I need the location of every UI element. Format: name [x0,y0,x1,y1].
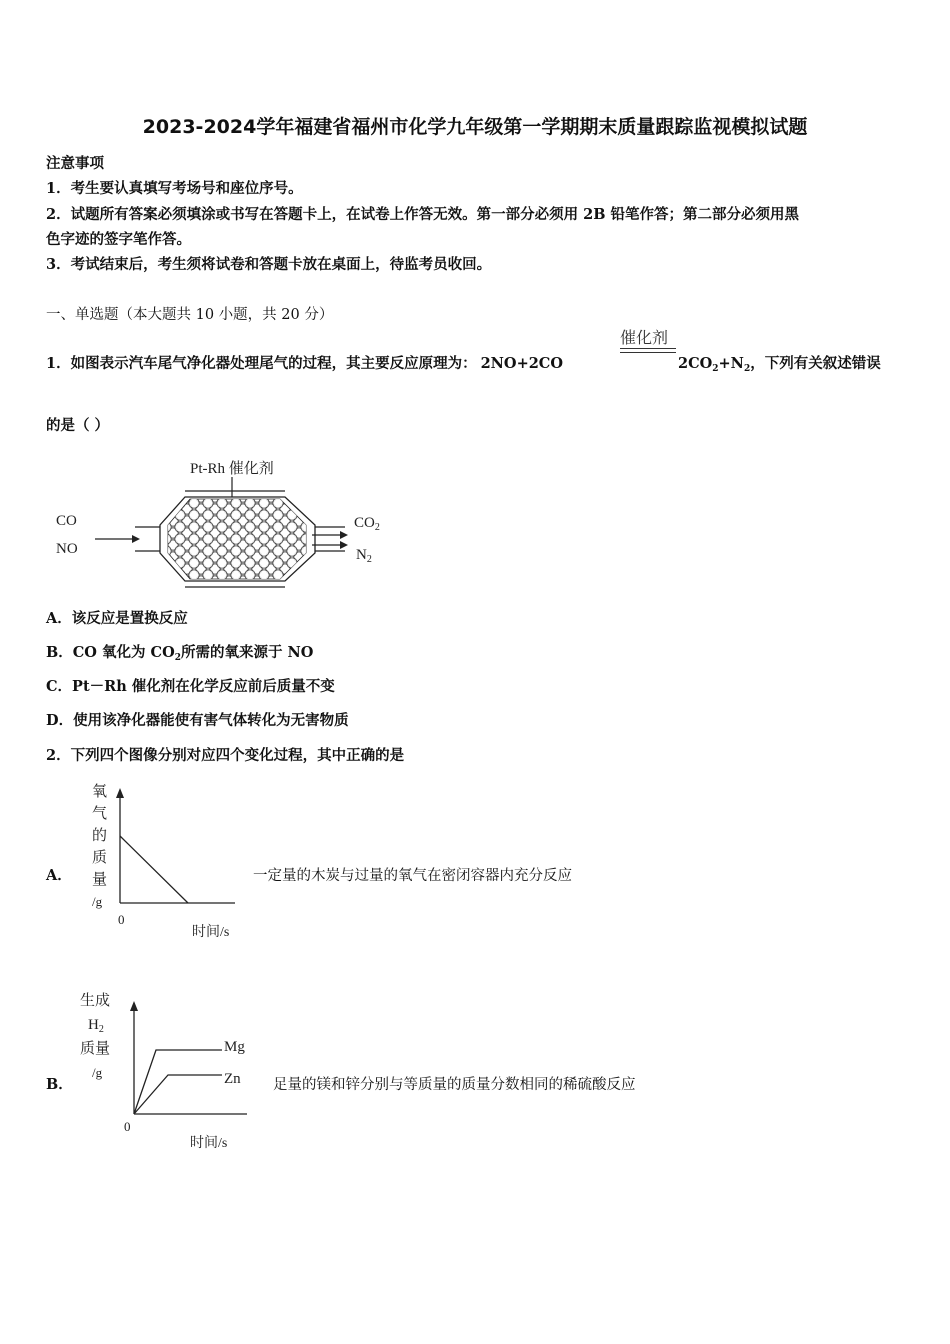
graph-a-y-arrowhead [116,788,124,798]
outlet-arrowhead-top [340,531,348,539]
q1-product-rest: +N [718,355,744,372]
q1-eq-line-bottom [620,352,676,353]
svg-text:/g: /g [92,1065,103,1080]
q1-product-n-sub: 2 [743,364,751,374]
q1-option-c: C．Pt－Rh 催化剂在化学反应前后质量不变 [46,678,335,695]
inlet-arrowhead [132,535,140,543]
q1-option-a: A．该反应是置换反应 [46,610,188,627]
svg-text:氧: 氧 [92,784,108,800]
q1-product-co-sub: 2 [712,364,719,374]
q1-products [678,352,881,374]
catalyst-label: Pt-Rh 催化剂 [190,461,274,477]
q1-text-after: ，下列有关叙述错误 [750,355,881,372]
svg-text:质量: 质量 [80,1041,111,1057]
catalytic-converter-diagram [40,455,400,595]
graph-b-xlabel: 时间/s [190,1136,228,1151]
q1-eq-line-top [620,348,676,349]
q2-graph-a [80,778,250,943]
notice-item-1: 1．考生要认真填写考场号和座位序号。 [46,180,303,197]
graph-b-origin: 0 [124,1119,131,1134]
graph-a-ylabel [92,783,107,909]
q2-option-a-desc: 一定量的木炭与过量的氧气在密闭容器内充分反应 [253,868,572,884]
q2-option-b-desc: 足量的镁和锌分别与等质量的质量分数相同的稀硫酸反应 [273,1077,636,1093]
outlet-label-co2: $CO_2$ [354,515,380,533]
svg-text:量: 量 [92,872,108,888]
q2-graph-b [72,985,272,1155]
svg-text:生成: 生成 [80,993,111,1009]
notice-item-2-cont: 色字迹的签字笔作答。 [46,231,191,248]
svg-text:/g: /g [92,894,103,909]
graph-a-origin: 0 [118,912,125,927]
q2-option-a-letter: A． [46,867,72,884]
inlet-label-no: NO [56,541,78,557]
q1-option-b-sub: 2 [174,653,181,663]
svg-text:的: 的 [92,828,108,844]
notice-item-2: 2．试题所有答案必须填涂或书写在答题卡上，在试卷上作答无效。第一部分必须用 2B 铅笔作答；第二部分必须用黑 [46,206,800,223]
section-heading: 一、单选题（本大题共 10 小题，共 20 分） [46,307,334,323]
graph-b-label-zn: Zn [224,1071,241,1087]
graph-b-y-arrowhead [130,1001,138,1011]
q1-stem [46,352,563,373]
q1-condition: 催化剂 [620,328,669,347]
notice-item-3: 3．考试结束后，考生须将试卷和答题卡放在桌面上，待监考员收回。 [46,256,492,273]
graph-a-xlabel: 时间/s [192,925,230,940]
q1-option-b [46,641,313,663]
graph-b-series-zn [134,1075,222,1114]
catalyst-bed-overlay [168,499,306,579]
svg-text:气: 气 [92,806,108,822]
q1-option-b-pre: B．CO 氧化为 CO [46,644,175,661]
graph-b-ylabel [80,992,110,1080]
svg-text:H2: $H_2$ [88,1017,104,1035]
q1-option-d: D．使用该净化器能使有害气体转化为无害物质 [46,712,349,729]
outlet-label-n2: $N_2$ [356,547,372,565]
page-title: 2023-2024学年福建省福州市化学九年级第一学期期末质量跟踪监视模拟试题 [142,116,808,138]
q2-stem: 2．下列四个图像分别对应四个变化过程，其中正确的是 [46,747,405,764]
graph-b-label-mg: Mg [224,1039,245,1055]
q1-text-before: 1．如图表示汽车尾气净化器处理尾气的过程，其主要反应原理为： [46,355,477,372]
q1-stem-line2: 的是（ ） [46,417,110,434]
q1-product-co: 2CO [678,355,713,372]
outlet-arrowhead-bottom [340,541,348,549]
q2-option-b-letter: B． [46,1076,73,1093]
inlet-label-co: CO [56,513,77,529]
q1-reactants: 2NO+2CO [480,355,563,372]
graph-b-series-mg [134,1050,222,1114]
svg-text:质: 质 [92,850,108,866]
q1-option-b-post: 所需的氧来源于 NO [180,644,314,661]
graph-a-series-line [120,836,188,903]
notice-heading: 注意事项 [46,155,104,172]
